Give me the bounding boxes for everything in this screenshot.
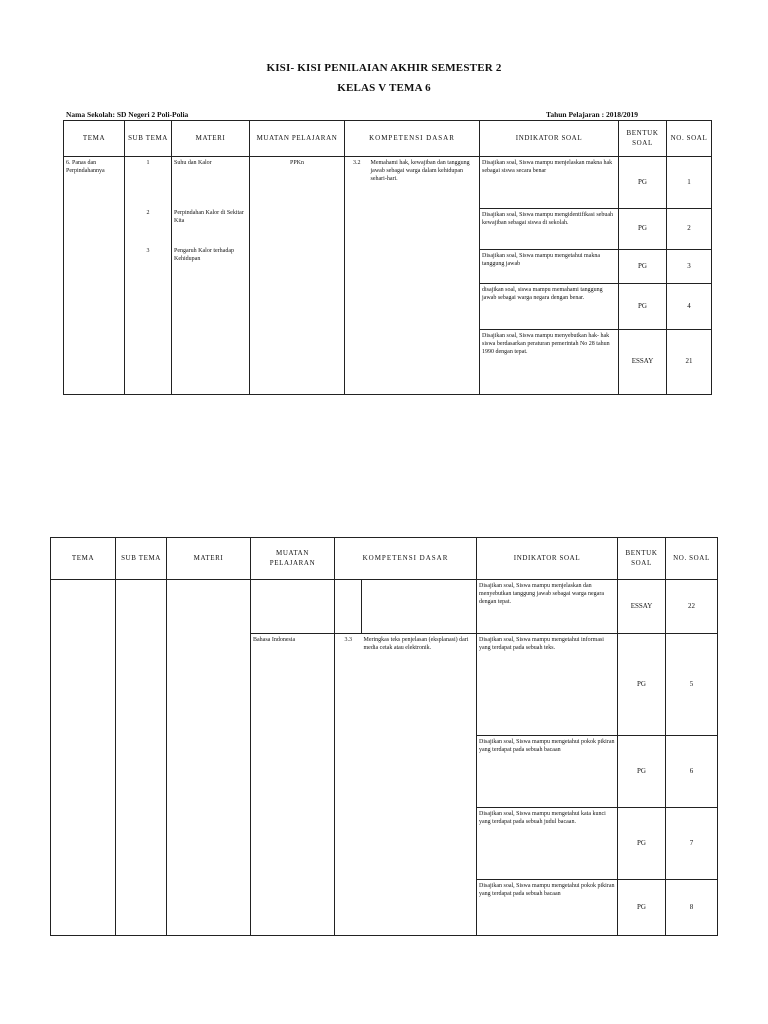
- nosoal-cell: 21: [667, 330, 712, 395]
- col-header-bentuk: BENTUK SOAL: [618, 538, 666, 580]
- kisi-table-1: [63, 120, 712, 395]
- indikator-cell: Disajikan soal, Siswa mampu menjelaskan makna hak sebagai siswa secara benar: [480, 157, 619, 209]
- kd-description: Memahami hak, kewajiban dan tanggung jawab sebagai warga dalam kehidupan sehari-hari.: [369, 157, 480, 395]
- kisi-table-2: [50, 537, 718, 936]
- nosoal-cell: 6: [666, 736, 718, 808]
- subtema-cell: [125, 157, 172, 395]
- col-header-materi: MATERI: [172, 121, 250, 157]
- indikator-cell: Disajikan soal, Siswa mampu mengetahui pokok pikiran yang terdapat pada sebuah bacaan: [477, 736, 618, 808]
- bentuk-cell: PG: [619, 157, 667, 209]
- kd-description: Meringkas teks penjelasan (eksplanasi) dari media cetak atau elektronik.: [362, 634, 477, 936]
- nosoal-cell: 3: [667, 250, 712, 284]
- materi-cell: [167, 580, 251, 936]
- col-header-subtema: SUB TEMA: [125, 121, 172, 157]
- kd-number: 3.2: [345, 157, 369, 395]
- indikator-cell: Disajikan soal, Siswa mampu menjelaskan dan menyebutkan tanggung jawab sebagai warga negara dengan tepat.: [477, 580, 618, 634]
- indikator-cell: Disajikan soal, Siswa mampu mengidentifikasi sebuah kewajiban sebagai siswa di sekolah.: [480, 209, 619, 250]
- nosoal-cell: 1: [667, 157, 712, 209]
- kd-description: [362, 580, 477, 634]
- bentuk-cell: PG: [619, 284, 667, 330]
- col-header-materi: MATERI: [167, 538, 251, 580]
- nosoal-cell: 4: [667, 284, 712, 330]
- col-header-bentuk: BENTUK SOAL: [619, 121, 667, 157]
- nosoal-cell: 7: [666, 808, 718, 880]
- bentuk-cell: PG: [619, 250, 667, 284]
- subtema-3: 3: [146, 248, 150, 255]
- tema-cell: [51, 580, 116, 936]
- subtema-cell: [116, 580, 167, 936]
- table-header-row: [51, 538, 718, 580]
- muatan-cell: [251, 580, 335, 634]
- indikator-cell: disajikan soal, siswa mampu memahami tanggung jawab sebagai warga negara dengan benar.: [480, 284, 619, 330]
- materi-cell: [172, 157, 250, 395]
- col-header-muatan: MUATAN PELAJARAN: [250, 121, 345, 157]
- materi-2: Perpindahan Kalor di Sekitar Kita: [174, 210, 244, 225]
- col-header-nosoal: NO. SOAL: [666, 538, 718, 580]
- col-header-nosoal: NO. SOAL: [667, 121, 712, 157]
- col-header-tema: TEMA: [64, 121, 125, 157]
- subtema-2: 2: [146, 210, 150, 217]
- nosoal-cell: 8: [666, 880, 718, 936]
- indikator-cell: Disajikan soal, Siswa mampu mengetahui kata kunci yang terdapat pada sebuah judul bacaan.: [477, 808, 618, 880]
- col-header-tema: TEMA: [51, 538, 116, 580]
- indikator-cell: Disajikan soal, Siswa mampu mengetahui informasi yang terdapat pada sebuah teks.: [477, 634, 618, 736]
- col-header-kd: KOMPETENSI DASAR: [345, 121, 480, 157]
- bentuk-cell: PG: [619, 209, 667, 250]
- col-header-indikator: INDIKATOR SOAL: [480, 121, 619, 157]
- nosoal-cell: 2: [667, 209, 712, 250]
- indikator-cell: Disajikan soal, Siswa mampu mengetahui makna tanggung jawab: [480, 250, 619, 284]
- document-title: KISI- KISI PENILAIAN AKHIR SEMESTER 2: [266, 62, 502, 74]
- bentuk-cell: PG: [618, 808, 666, 880]
- subtema-1: 1: [146, 160, 150, 166]
- indikator-cell: Disajikan soal, Siswa mampu mengetahui pokok pikiran yang terdapat pada sebuah bacaan: [477, 880, 618, 936]
- col-header-muatan: MUATAN PELAJARAN: [251, 538, 335, 580]
- tema-cell: 6. Panas dan Perpindahannya: [64, 157, 125, 395]
- materi-1: Suhu dan Kalor: [174, 160, 212, 166]
- indikator-cell: Disajikan soal, Siswa mampu menyebutkan hak- hak siswa berdasarkan peraturan pemerintah No 28 tahun 1990 dengan tepat.: [480, 330, 619, 395]
- table-row: [64, 157, 712, 209]
- kd-number: [335, 580, 362, 634]
- materi-3: Pengaruh Kalor terhadap Kehidupan: [174, 248, 234, 263]
- table-header-row: [64, 121, 712, 157]
- table-row: [51, 580, 718, 634]
- muatan-cell: PPKn: [250, 157, 345, 395]
- bentuk-cell: PG: [618, 634, 666, 736]
- bentuk-cell: PG: [618, 880, 666, 936]
- bentuk-cell: ESSAY: [618, 580, 666, 634]
- school-name: Nama Sekolah: SD Negeri 2 Poli-Polia: [66, 110, 189, 119]
- nosoal-cell: 5: [666, 634, 718, 736]
- col-header-indikator: INDIKATOR SOAL: [477, 538, 618, 580]
- bentuk-cell: PG: [618, 736, 666, 808]
- kd-number: 3.3: [335, 634, 362, 936]
- nosoal-cell: 22: [666, 580, 718, 634]
- academic-year: Tahun Pelajaran : 2018/2019: [546, 110, 639, 119]
- col-header-kd: KOMPETENSI DASAR: [335, 538, 477, 580]
- col-header-subtema: SUB TEMA: [116, 538, 167, 580]
- muatan-cell: Bahasa Indonesia: [251, 634, 335, 936]
- bentuk-cell: ESSAY: [619, 330, 667, 395]
- document-subtitle: KELAS V TEMA 6: [337, 82, 431, 94]
